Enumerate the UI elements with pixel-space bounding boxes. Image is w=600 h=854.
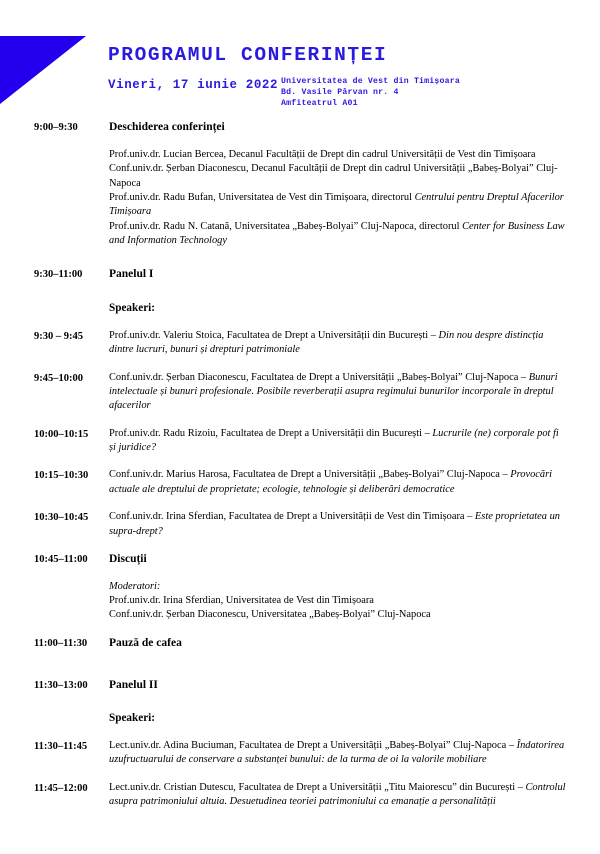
row-line <box>109 329 566 358</box>
venue-line-1: Universitatea de Vest din Timișoara <box>281 77 460 86</box>
row-body <box>108 636 566 651</box>
row-time: 9:45–10:00 <box>34 372 83 384</box>
row-line <box>109 148 566 162</box>
row-line-italic: Este proprietatea un supra-drept? <box>109 511 560 537</box>
row-line-plain: Lect.univ.dr. Adina Buciuman, Facultatea de Drept a Universității „Babeș-Bolyai” Cluj-Napoca – <box>109 740 517 752</box>
schedule-row <box>0 120 600 248</box>
row-line <box>109 781 566 810</box>
row-line-italic: Lucrurile (ne) corporale pot fi și juridice? <box>109 427 559 454</box>
row-body <box>108 301 566 316</box>
schedule-row <box>0 552 600 567</box>
row-line <box>109 162 566 191</box>
row-line-plain: Prof.univ.dr. Irina Sferdian, Universitatea de Vest din Timișoara <box>109 594 374 606</box>
row-line-plain: Conf.univ.dr. Marius Harosa, Facultatea de Drept a Universității „Babeș-Bolyai” Cluj-Napoca – <box>109 469 511 481</box>
row-body <box>108 711 566 726</box>
row-heading: Pauză de cafea <box>109 636 182 649</box>
row-body <box>108 329 566 358</box>
schedule-list <box>0 120 600 809</box>
row-line-italic: Controlul asupra patrimoniului altuia. Desuetudinea teoriei patrimoniului ca emanație a personalității <box>109 781 566 808</box>
row-body <box>108 552 566 567</box>
row-line-plain: Conf.univ.dr. Irina Sferdian, Facultatea de Drept a Universității de Vest din Timișoara – <box>109 511 475 523</box>
row-line-italic: Îndatorirea uzufructuarului de conservare a substanței bunului: de la turma de oi la valorile mobiliare <box>109 740 565 766</box>
page-title: PROGRAMUL CONFERINȚEI <box>108 44 388 66</box>
row-time: 9:00–9:30 <box>34 122 78 133</box>
row-line-plain: Prof.univ.dr. Lucian Bercea, Decanul Facultății de Drept din cadrul Universității de Vest din Timișoara <box>109 148 536 160</box>
row-line <box>109 427 566 456</box>
row-body <box>108 510 566 539</box>
row-time: 10:45–11:00 <box>34 553 88 565</box>
row-body <box>108 468 566 497</box>
row-line-plain: Conf.univ.dr. Șerban Diaconescu, Decanul Facultății de Drept din cadrul Universității „Babeș-Bolyai” Cluj-Napoca <box>109 163 558 189</box>
row-body <box>108 739 566 768</box>
row-time <box>34 580 108 581</box>
row-line-italic: Din nou despre distincția dintre lucruri, bunuri și drepturi patrimoniale <box>109 329 544 356</box>
venue-block <box>281 76 460 109</box>
row-time: 9:30 – 9:45 <box>34 330 83 342</box>
venue-line-2: Bd. Vasile Pârvan nr. 4 <box>281 88 399 98</box>
schedule-row <box>0 781 600 810</box>
row-line-plain: Lect.univ.dr. Cristian Dutescu, Facultatea de Drept a Universității „Titu Maiorescu” din București – <box>109 781 526 793</box>
venue-line-3: Amfiteatrul A01 <box>281 99 358 109</box>
row-line <box>109 594 566 608</box>
schedule-row <box>0 371 600 414</box>
row-line-plain: Prof.univ.dr. Radu N. Catană, Universitatea „Babeș-Bolyai” Cluj-Napoca, directorul <box>109 220 463 232</box>
row-heading: Deschiderea conferinței <box>109 121 225 133</box>
speakers-label: Speakeri: <box>109 302 155 315</box>
row-time: 11:00–11:30 <box>34 637 88 649</box>
row-line <box>109 739 566 768</box>
row-line-plain: Prof.univ.dr. Radu Rizoiu, Facultatea de Drept a Universității din București – <box>109 427 433 439</box>
row-line-italic: Centrului pentru Dreptul Afacerilor Timișoara <box>109 192 564 218</box>
row-line-italic: Center for Business Law and Information Technology <box>109 220 565 247</box>
row-time: 11:30–11:45 <box>34 741 88 753</box>
row-line-plain: Conf.univ.dr. Șerban Diaconescu, Universitatea „Babeș-Bolyai” Cluj-Napoca <box>109 609 431 621</box>
row-line-plain: Conf.univ.dr. Șerban Diaconescu, Facultatea de Drept a Universității „Babeș-Bolyai” Cluj-Napoca – <box>109 371 529 383</box>
conference-date: Vineri, 17 iunie 2022 <box>108 78 279 92</box>
row-line <box>109 191 566 220</box>
row-time: 10:15–10:30 <box>34 470 89 482</box>
row-time: 10:30–10:45 <box>34 512 89 524</box>
row-line <box>109 510 566 539</box>
schedule-row <box>0 427 600 456</box>
schedule-row <box>0 580 600 623</box>
row-time <box>34 301 108 302</box>
row-line <box>109 608 566 622</box>
speakers-label: Speakeri: <box>109 712 155 725</box>
schedule-row <box>0 267 600 282</box>
row-body <box>108 267 566 282</box>
row-line-italic: Provocări actuale ale dreptului de proprietate; ecologie, tehnologie și deliberări democratice <box>109 469 553 495</box>
schedule-row <box>0 636 600 651</box>
row-body <box>108 371 566 414</box>
row-time: 11:30–13:00 <box>34 679 88 691</box>
row-body <box>108 427 566 456</box>
row-line <box>109 220 566 249</box>
schedule-row <box>0 468 600 497</box>
row-time: 9:30–11:00 <box>34 269 83 281</box>
row-heading: Panelul I <box>109 268 154 281</box>
row-time: 10:00–10:15 <box>34 428 89 440</box>
row-time <box>34 711 108 712</box>
row-time: 11:45–12:00 <box>34 782 88 794</box>
row-line-plain: Prof.univ.dr. Valeriu Stoica, Facultatea de Drept a Universității din București – <box>109 329 439 341</box>
row-body <box>108 580 566 623</box>
moderators-label: Moderatori: <box>109 580 161 592</box>
row-line-plain: Prof.univ.dr. Radu Bufan, Universitatea de Vest din Timișoara, directorul <box>109 192 415 204</box>
row-line <box>109 371 566 414</box>
schedule-row <box>0 510 600 539</box>
row-line <box>109 468 566 497</box>
row-body <box>108 781 566 810</box>
row-heading: Discuții <box>109 552 147 565</box>
schedule-row <box>0 301 600 316</box>
row-body <box>108 678 566 693</box>
row-line-italic: Bunuri intelectuale și bunuri profesionale. Posibile reverberații asupra regimului bunurilor incorporale în dreptul afacerilor <box>109 371 558 412</box>
row-heading: Panelul II <box>109 678 158 691</box>
decorative-triangle <box>0 36 86 104</box>
schedule-row <box>0 678 600 693</box>
row-body <box>108 120 566 248</box>
schedule-row <box>0 739 600 768</box>
schedule-row <box>0 711 600 726</box>
schedule-row <box>0 329 600 358</box>
